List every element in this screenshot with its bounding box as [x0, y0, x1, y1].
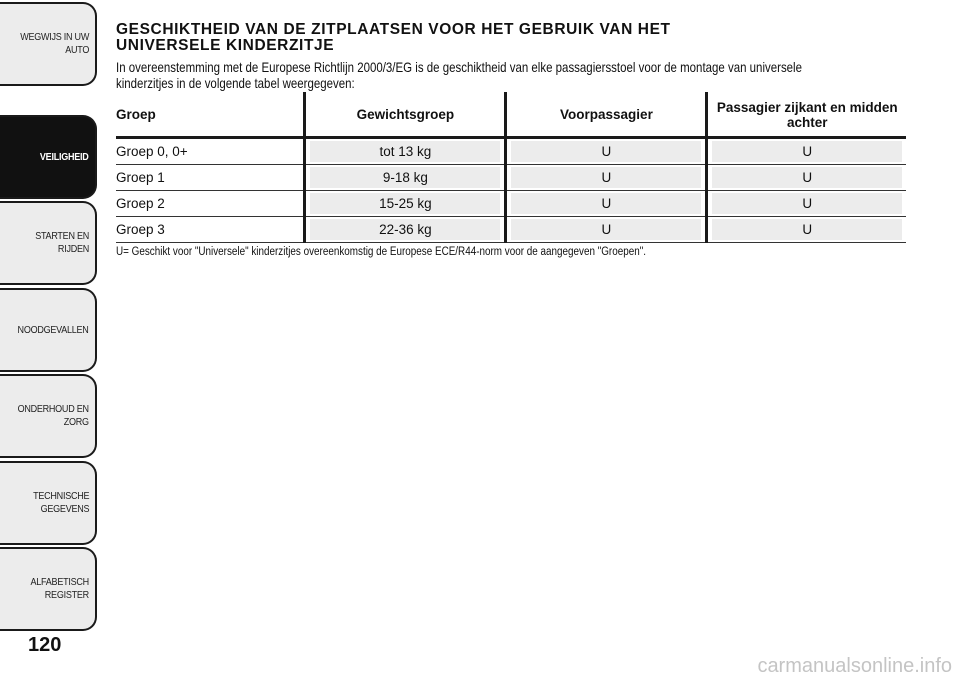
- cell-text: Groep 0, 0+: [116, 144, 188, 159]
- intro-paragraph: In overeenstemming met de Europese Richtlijn 2000/3/EG is de geschiktheid van elke passagiersstoel voor de montage van universele kinderzitjes in de volgende tabel weergegeven:: [116, 59, 803, 91]
- table-row: [116, 217, 906, 243]
- cell-text: U: [511, 193, 701, 214]
- table-row: [116, 191, 906, 217]
- cell-text: Groep 1: [116, 170, 165, 185]
- table-cell: [506, 191, 707, 217]
- cell-text: U: [712, 219, 902, 240]
- table-cell: [305, 165, 506, 191]
- watermark: carmanualsonline.info: [757, 655, 952, 677]
- child-seat-suitability-table: [116, 92, 906, 243]
- content-area: [116, 22, 906, 258]
- tab-starten-en-rijden[interactable]: [0, 201, 97, 285]
- header-groep: Groep: [116, 92, 305, 138]
- table-cell: [305, 138, 506, 165]
- cell-text: Groep 2: [116, 196, 165, 211]
- section-heading: GESCHIKTHEID VAN DE ZITPLAATSEN VOOR HET GEBRUIK VAN HET UNIVERSELE KINDERZITJE: [116, 21, 671, 54]
- table-header-row: [116, 92, 906, 138]
- cell-text: U: [712, 141, 902, 162]
- cell-text: tot 13 kg: [310, 141, 500, 162]
- tab-alfabetisch-register[interactable]: [0, 547, 97, 631]
- table-cell: [116, 191, 305, 217]
- table-cell: [707, 217, 906, 243]
- cell-text: 22-36 kg: [310, 219, 500, 240]
- tab-wegwijs-in-uw-auto[interactable]: [0, 2, 97, 86]
- table-cell: [116, 165, 305, 191]
- cell-text: 15-25 kg: [310, 193, 500, 214]
- cell-text: 9-18 kg: [310, 167, 500, 188]
- tab-label: STARTEN EN RIJDEN: [35, 230, 89, 255]
- tab-veiligheid[interactable]: [0, 115, 97, 199]
- table-cell: [707, 138, 906, 165]
- cell-text: U: [511, 219, 701, 240]
- cell-text: U: [712, 193, 902, 214]
- table-cell: [506, 138, 707, 165]
- table-cell: [305, 191, 506, 217]
- table-cell: [116, 138, 305, 165]
- cell-text: U: [712, 167, 902, 188]
- tab-label: VEILIGHEID: [40, 150, 89, 163]
- tab-label: ONDERHOUD EN ZORG: [17, 403, 89, 428]
- cell-text: U: [511, 167, 701, 188]
- page-number: 120: [28, 634, 62, 656]
- table-cell: [506, 165, 707, 191]
- cell-text: Groep 3: [116, 222, 165, 237]
- tab-technische-gegevens[interactable]: [0, 461, 97, 545]
- table-row: [116, 138, 906, 165]
- table-cell: [305, 217, 506, 243]
- tab-noodgevallen[interactable]: [0, 288, 97, 372]
- table-cell: [707, 191, 906, 217]
- header-passagier-achter: Passagier zijkant en midden achter: [707, 92, 906, 138]
- tab-label: WEGWIJS IN UW AUTO: [20, 31, 89, 56]
- header-gewichtsgroep: Gewichtsgroep: [305, 92, 506, 138]
- table-row: [116, 165, 906, 191]
- cell-text: U: [511, 141, 701, 162]
- tab-label: NOODGEVALLEN: [17, 323, 89, 336]
- tab-label: ALFABETISCH REGISTER: [30, 576, 89, 601]
- table-cell: [707, 165, 906, 191]
- table-footnote: U= Geschikt voor "Universele" kinderzitjes overeenkomstig de Europese ECE/R44-norm voor de aangegeven "Groepen".: [116, 246, 646, 258]
- tab-onderhoud-en-zorg[interactable]: [0, 374, 97, 458]
- tab-label: TECHNISCHE GEGEVENS: [32, 490, 89, 515]
- header-voorpassagier: Voorpassagier: [506, 92, 707, 138]
- table-cell: [116, 217, 305, 243]
- table-cell: [506, 217, 707, 243]
